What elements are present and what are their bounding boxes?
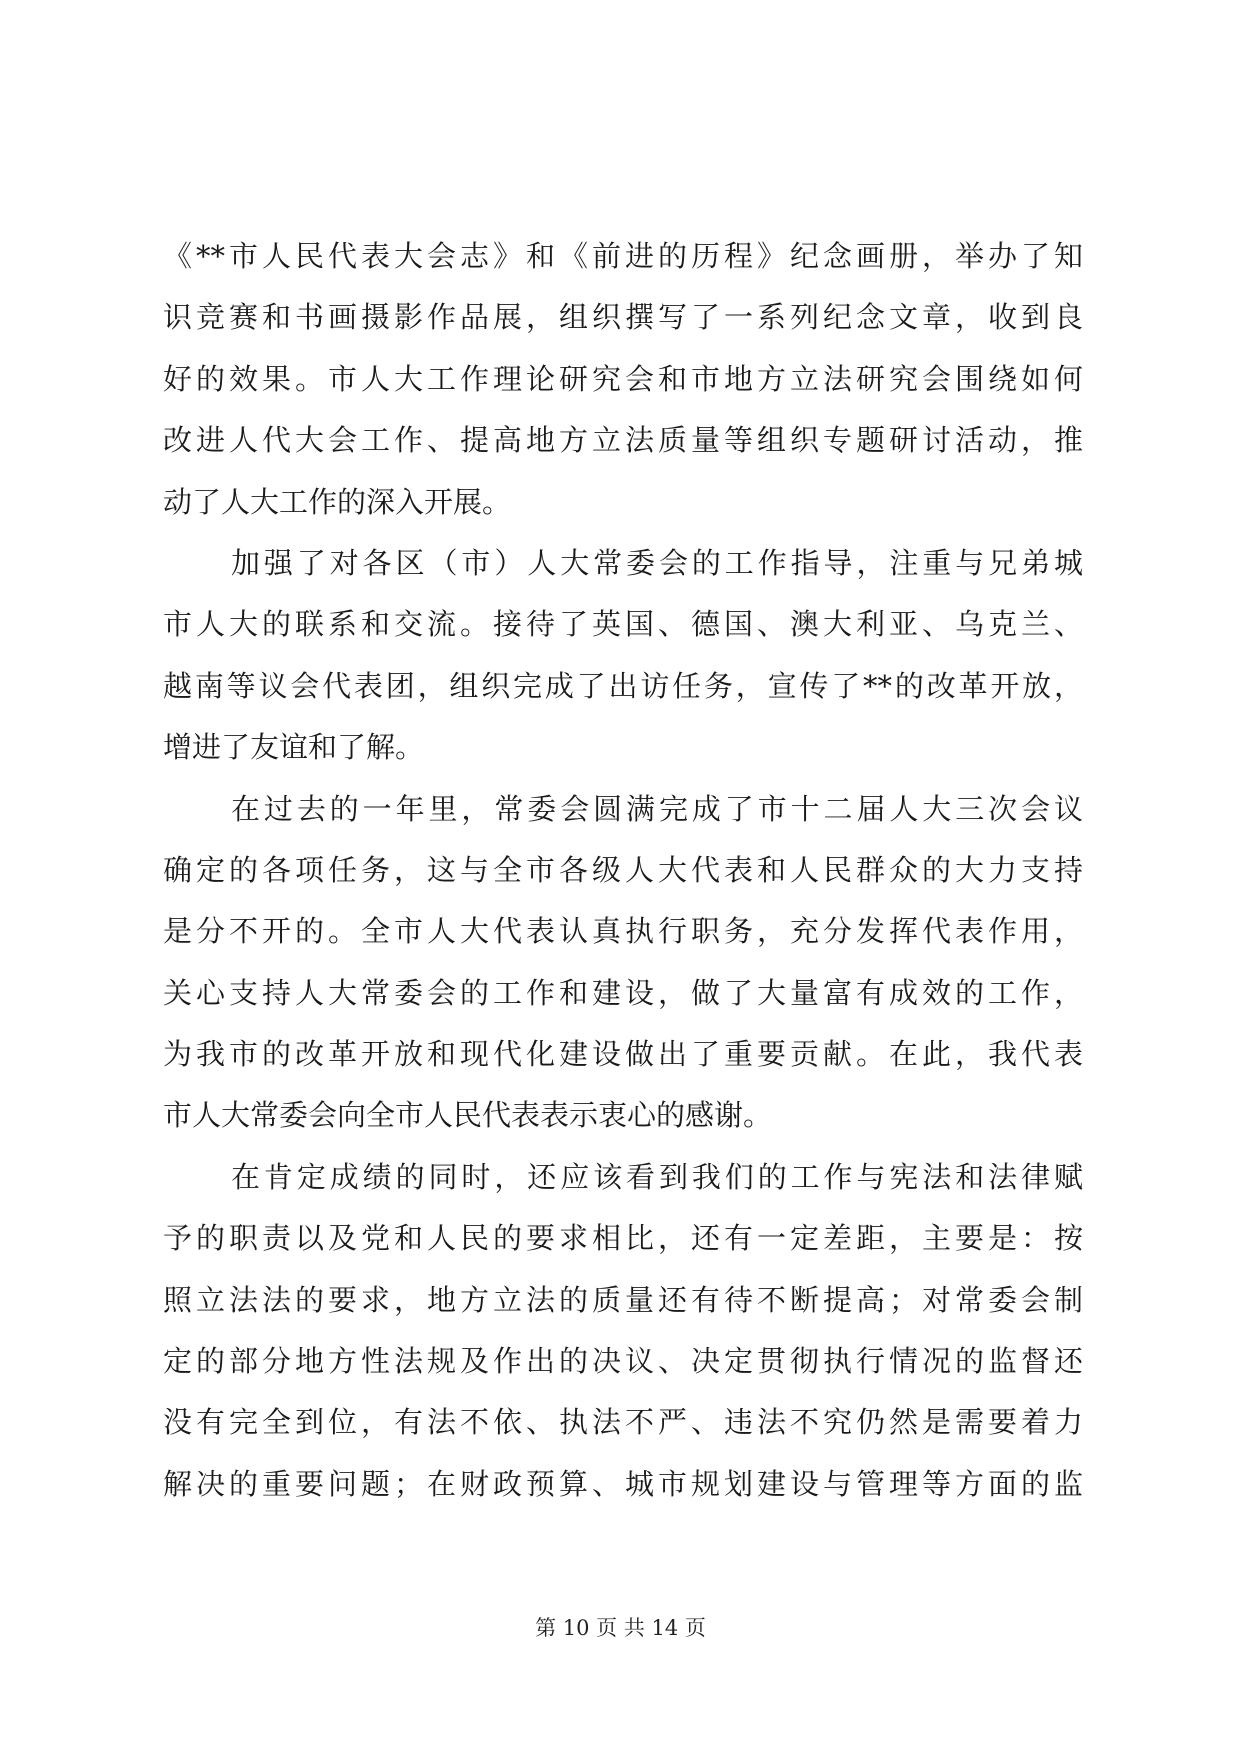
text-line: 是分不开的。全市人大代表认真执行职务，充分发挥代表作用，: [163, 914, 1083, 949]
text-line: 确定的各项任务，这与全市各级人大代表和人民群众的大力支持: [163, 852, 1083, 887]
text-line: 定的部分地方性法规及作出的决议、决定贯彻执行情况的监督还: [163, 1344, 1083, 1379]
text-line: 关心支持人大常委会的工作和建设，做了大量富有成效的工作，: [163, 975, 1083, 1010]
text-line: 识竞赛和书画摄影作品展，组织撰写了一系列纪念文章，收到良: [163, 300, 1083, 335]
body-text: [163, 226, 1083, 1515]
text-line: 没有完全到位，有法不依、执法不严、违法不究仍然是需要着力: [163, 1405, 1083, 1440]
text-line: 增进了友谊和了解。: [163, 730, 425, 765]
text-line: 予的职责以及党和人民的要求相比，还有一定差距，主要是：按: [163, 1221, 1083, 1256]
text-line: 为我市的改革开放和现代化建设做出了重要贡献。在此，我代表: [163, 1037, 1083, 1072]
text-line: 好的效果。市人大工作理论研究会和市地方立法研究会围绕如何: [163, 361, 1083, 396]
text-line: 《**市人民代表大会志》和《前进的历程》纪念画册，举办了知: [163, 239, 1083, 273]
page-number-footer: 第 10 页 共 14 页: [535, 1616, 706, 1640]
paragraph-start-line: 加强了对各区（市）人大常委会的工作指导，注重与兄弟城: [231, 545, 1083, 580]
paragraph-start-line: 在过去的一年里，常委会圆满完成了市十二届人大三次会议: [231, 791, 1083, 826]
text-line: 解决的重要问题；在财政预算、城市规划建设与管理等方面的监: [163, 1466, 1083, 1501]
text-line: 越南等议会代表团，组织完成了出访任务，宣传了**的改革开放，: [163, 668, 1083, 703]
text-line: 市人大常委会向全市人民代表表示衷心的感谢。: [163, 1098, 773, 1133]
text-line: 照立法法的要求，地方立法的质量还有待不断提高；对常委会制: [163, 1282, 1083, 1317]
text-line: 改进人代大会工作、提高地方立法质量等组织专题研讨活动，推: [163, 423, 1083, 458]
text-line: 市人大的联系和交流。接待了英国、德国、澳大利亚、乌克兰、: [163, 607, 1083, 642]
text-line: 动了人大工作的深入开展。: [163, 484, 512, 519]
paragraph-start-line: 在肯定成绩的同时，还应该看到我们的工作与宪法和法律赋: [231, 1159, 1083, 1194]
